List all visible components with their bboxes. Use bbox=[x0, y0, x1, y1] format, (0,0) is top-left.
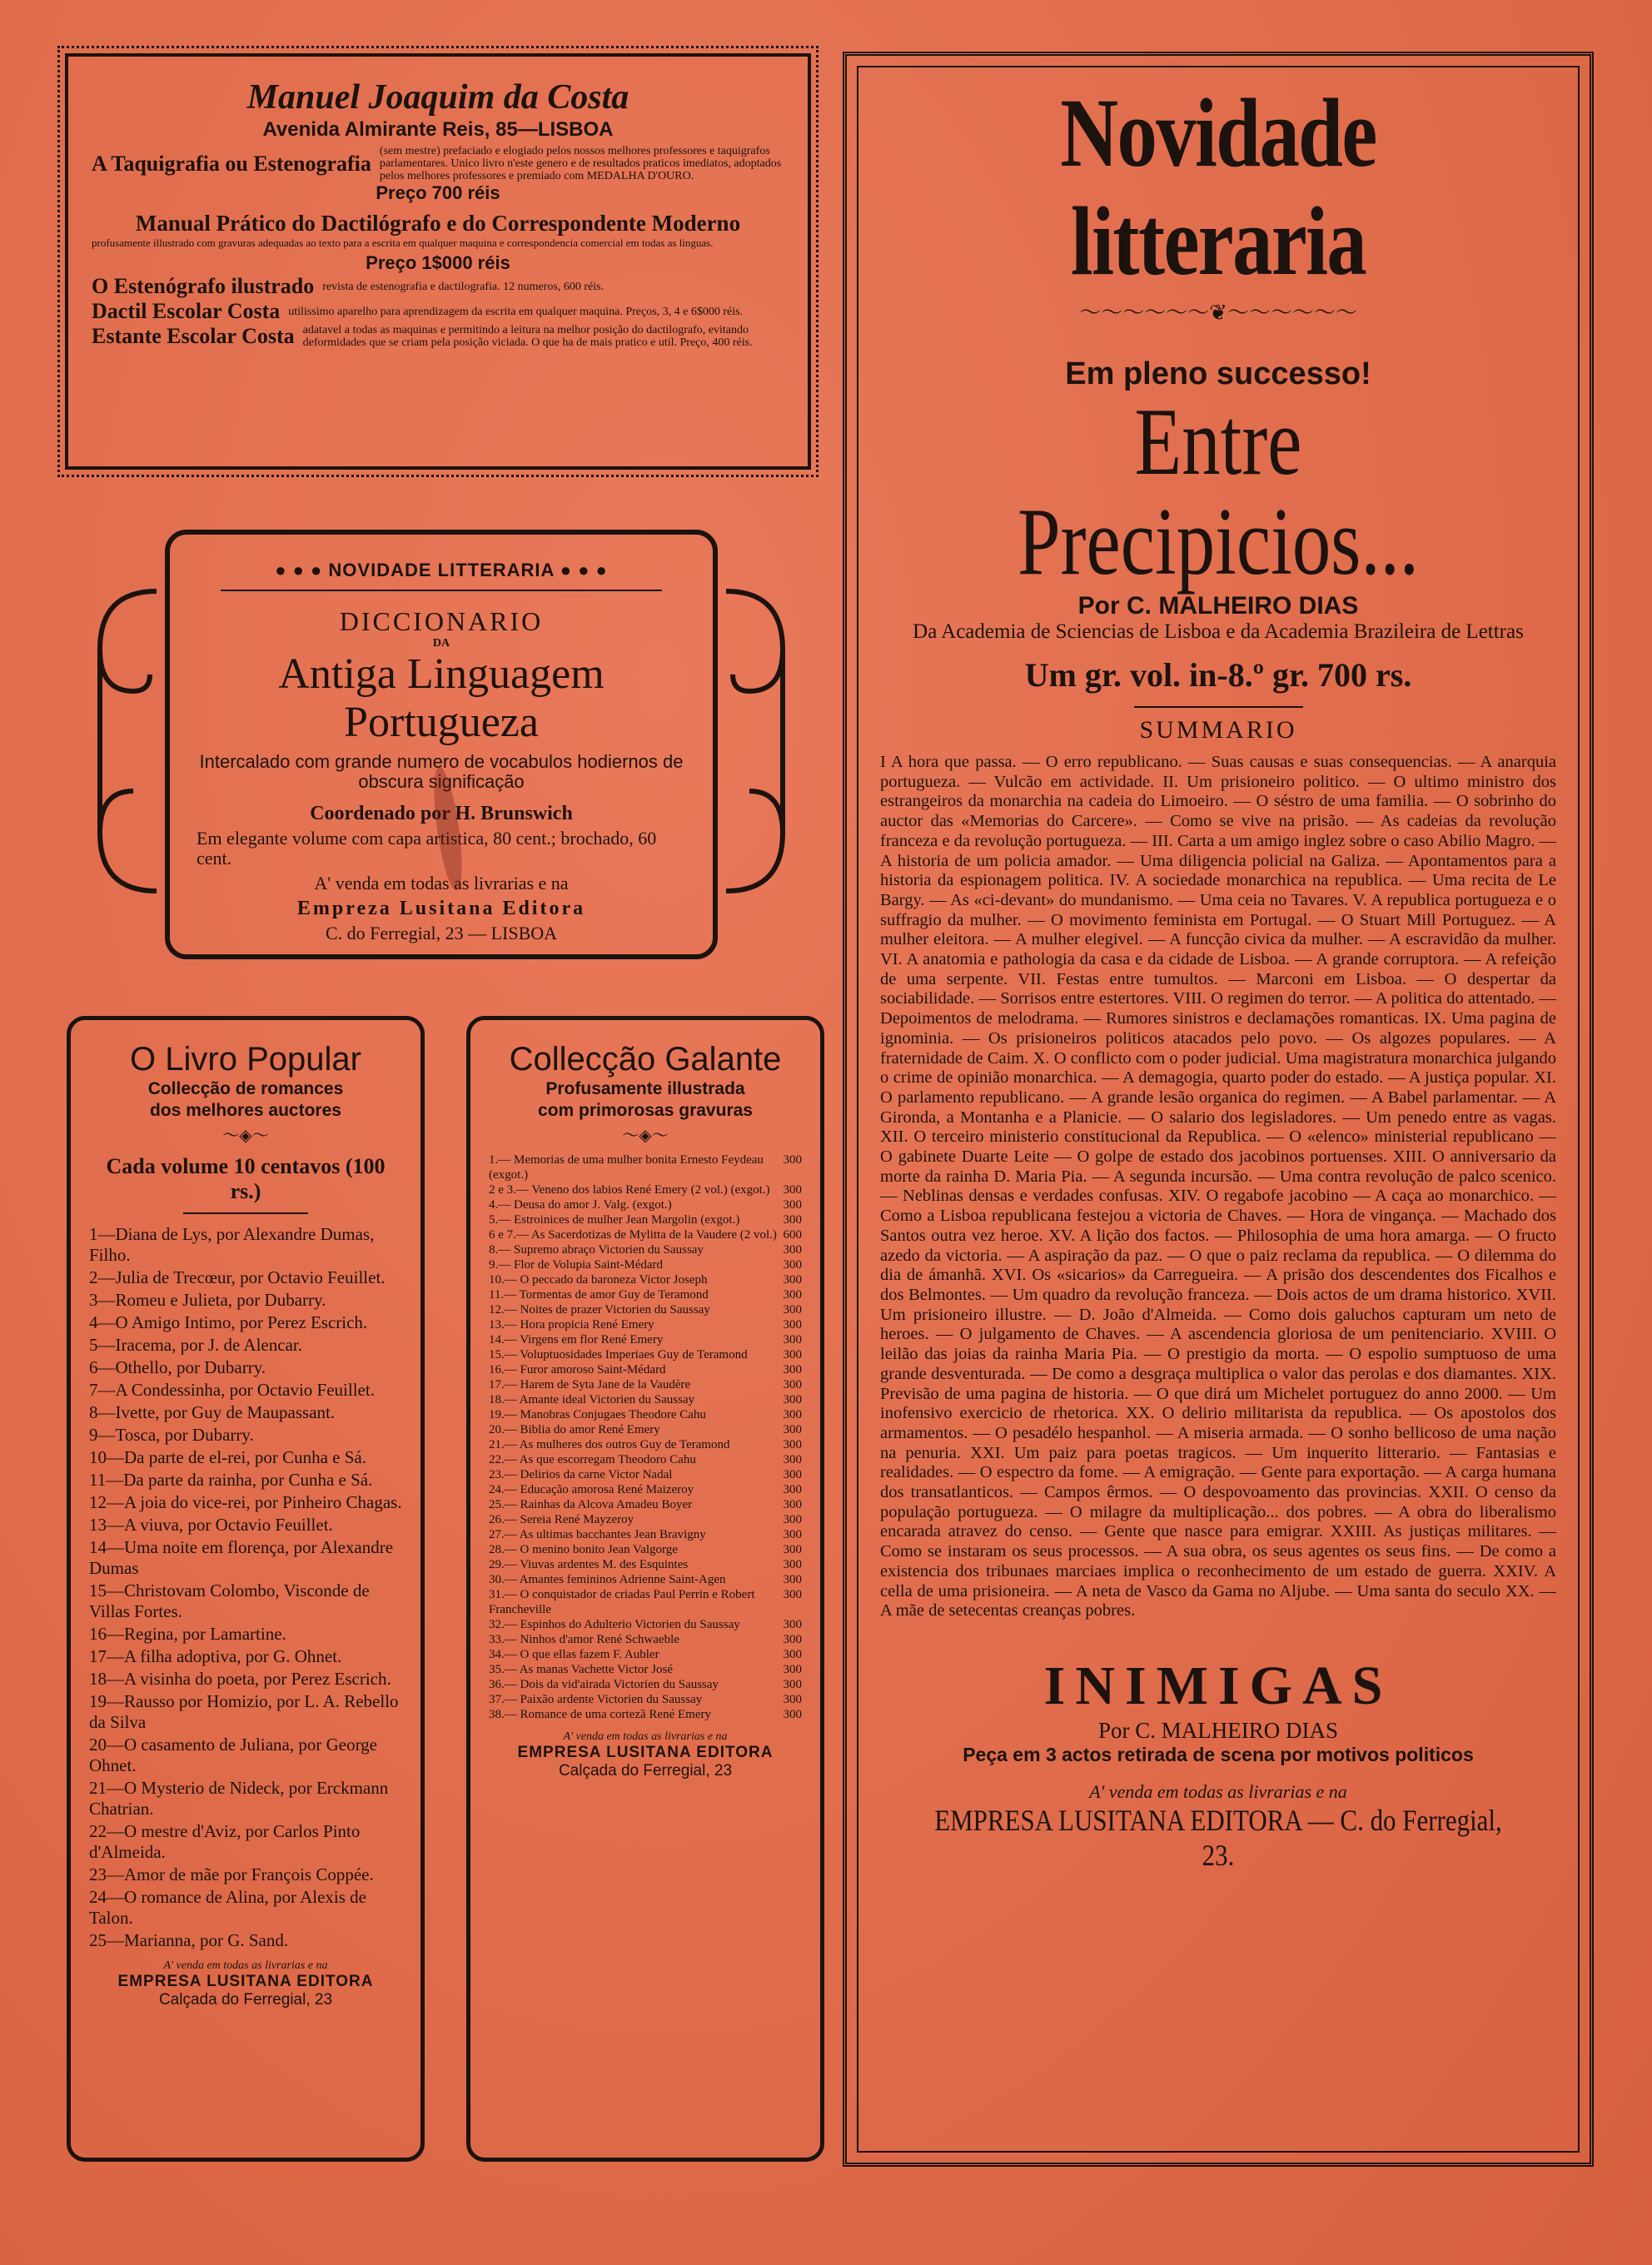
list-item: 12—A joia do vice-rei, por Pinheiro Chagas. bbox=[89, 1492, 402, 1512]
item-price: 300 bbox=[783, 1588, 802, 1601]
item-price: 300 bbox=[783, 1363, 802, 1376]
item-price: 300 bbox=[783, 1648, 802, 1661]
ad-edition: Em elegante volume com capa artistica, 80 cent.; brochado, 60 cent. bbox=[197, 828, 657, 869]
ad-title: DICCIONARIO bbox=[339, 606, 544, 636]
list-item: 4—O Amigo Intimo, por Perez Escrich. bbox=[89, 1312, 368, 1332]
list-item bbox=[489, 1467, 802, 1482]
item-title: 16.— Furor amoroso Saint-Médard bbox=[489, 1363, 666, 1376]
item-price: 300 bbox=[783, 1348, 802, 1361]
list-item: 9—Tosca, por Dubarry. bbox=[89, 1425, 254, 1445]
list-item: 15—Christovam Colombo, Visconde de Villas Fortes. bbox=[89, 1581, 370, 1621]
ad-address: Avenida Almirante Reis, 85—LISBOA bbox=[262, 118, 614, 141]
author-credentials: Da Academia de Sciencias de Lisboa e da Academia Brazileira de Lettras bbox=[913, 620, 1524, 643]
ad-subtitle: Antiga Linguagem Portugueza bbox=[278, 650, 605, 746]
play-description: Peça em 3 actos retirada de scena por motivos politicos bbox=[963, 1743, 1474, 1765]
item-title: 33.— Ninhos d'amor René Schwaeble bbox=[489, 1633, 679, 1646]
book-price: Um gr. vol. in-8.º gr. 700 rs. bbox=[1024, 656, 1412, 694]
item-price: 300 bbox=[783, 1408, 802, 1421]
item-text: utilissimo aparelho para aprendizagem da escrita em qualquer maquina. Preços, 3, 4 e 6$000 réis. bbox=[288, 305, 744, 318]
item-title: 13.— Hora propicia René Emery bbox=[489, 1318, 654, 1332]
summary-title: SUMMARIO bbox=[1139, 716, 1297, 744]
ad-diccionario bbox=[165, 530, 718, 959]
list-item bbox=[489, 1677, 802, 1692]
list-item: 13—A viuva, por Octavio Feuillet. bbox=[89, 1515, 333, 1535]
item-title: 4.— Deusa do amor J. Valg. (exgot.) bbox=[489, 1198, 672, 1212]
ornament: 〜◈〜 bbox=[222, 1127, 269, 1145]
list-item bbox=[489, 1647, 802, 1662]
list-item bbox=[489, 1227, 802, 1242]
ad-description: Intercalado com grande numero de vocabulos hodiernos de obscura significação bbox=[199, 751, 684, 792]
item-price: 300 bbox=[783, 1318, 802, 1332]
item-title: 21.— As mulheres dos outros Guy de Teramond bbox=[489, 1438, 730, 1451]
ad-coordinator: Coordenado por H. Brunswich bbox=[310, 803, 573, 824]
ad-sale: A' venda em todas as livrarias e na bbox=[314, 873, 569, 894]
list-item bbox=[489, 1392, 802, 1407]
list-item bbox=[489, 1422, 802, 1437]
item-title: 26.— Sereia René Mayzeroy bbox=[489, 1513, 634, 1526]
list-item bbox=[489, 1497, 802, 1512]
item-title: 11.— Tormentas de amor Guy de Teramond bbox=[489, 1288, 709, 1302]
publisher: EMPRESA LUSITANA EDITORA — C. do Ferregial, 23. bbox=[934, 1803, 1502, 1872]
ad-publisher: Empreza Lusitana Editora bbox=[296, 898, 586, 919]
list-item: 1—Diana de Lys, por Alexandre Dumas, Filho. bbox=[89, 1224, 375, 1265]
item-price: 300 bbox=[783, 1393, 802, 1406]
list-item bbox=[489, 1377, 802, 1392]
headline: Novidade litteraria bbox=[1060, 78, 1376, 296]
item-title: 25.— Rainhas da Alcova Amadeu Boyer bbox=[489, 1498, 693, 1511]
item-title: 23.— Delirios da carne Victor Nadal bbox=[489, 1468, 673, 1481]
ornament: 〜◈〜 bbox=[622, 1127, 669, 1145]
item-title: 34.— O que ellas fazem F. Aubler bbox=[489, 1648, 659, 1661]
item-price: 300 bbox=[783, 1513, 802, 1526]
item-title: 17.— Harem de Syta Jane de la Vaudère bbox=[489, 1378, 691, 1391]
item-price: 300 bbox=[783, 1693, 802, 1706]
list-subtitle: Collecção de romances bbox=[147, 1079, 344, 1098]
list-item bbox=[489, 1152, 802, 1182]
item-title: 10.— O peccado da baroneza Victor Joseph bbox=[489, 1273, 708, 1287]
item-price: 300 bbox=[783, 1528, 802, 1541]
ad-title-da: DA bbox=[432, 637, 450, 650]
list-item bbox=[489, 1332, 802, 1347]
sale-note: A' venda em todas as livrarias e na bbox=[1089, 1780, 1347, 1802]
list-item bbox=[489, 1347, 802, 1362]
item-title: 14.— Virgens em flor René Emery bbox=[489, 1333, 664, 1347]
item-price: 300 bbox=[783, 1558, 802, 1571]
item-title: 8.— Supremo abraço Victorien du Saussay bbox=[489, 1243, 704, 1257]
book-title: Entre Precipicios... bbox=[1018, 389, 1419, 595]
ad-publisher-address: C. do Ferregial, 23 — LISBOA bbox=[325, 923, 558, 943]
item-title: O Estenógrafo ilustrado bbox=[92, 274, 315, 298]
list-item bbox=[489, 1557, 802, 1572]
list-item bbox=[489, 1662, 802, 1677]
list-address: Calçada do Ferregial, 23 bbox=[158, 1991, 333, 2009]
item-price: 300 bbox=[783, 1453, 802, 1466]
item-price: Preço 700 réis bbox=[376, 182, 500, 203]
item-title: 29.— Viuvas ardentes M. des Esquintes bbox=[489, 1558, 689, 1571]
list-item bbox=[489, 1287, 802, 1302]
list-item bbox=[489, 1437, 802, 1452]
list-item: 21—O Mysterio de Nideck, por Erckmann Chatrian. bbox=[89, 1778, 389, 1819]
list-item bbox=[489, 1692, 802, 1707]
list-item bbox=[489, 1617, 802, 1632]
item-title: Estante Escolar Costa bbox=[92, 324, 295, 348]
ad-colleccao-galante bbox=[466, 1016, 824, 2162]
list-subtitle: Profusamente illustrada bbox=[545, 1079, 745, 1098]
item-title: 15.— Voluptuosidades Imperiaes Guy de Teramond bbox=[489, 1348, 748, 1361]
item-price: 300 bbox=[783, 1498, 802, 1511]
item-title: 22.— As que escorregam Theodoro Cahu bbox=[489, 1453, 696, 1466]
list-item bbox=[489, 1317, 802, 1332]
item-title: 24.— Educação amorosa René Maizeroy bbox=[489, 1483, 694, 1496]
item-price: 300 bbox=[783, 1678, 802, 1691]
header-text: NOVIDADE LITTERARIA bbox=[328, 560, 555, 580]
item-price: 300 bbox=[783, 1618, 802, 1631]
item-title: 12.— Noites de prazer Victorien du Saussay bbox=[489, 1303, 710, 1317]
list-item bbox=[489, 1512, 802, 1527]
item-price: Preço 1$000 réis bbox=[366, 252, 510, 273]
item-title: 27.— As ultimas bacchantes Jean Bravigny bbox=[489, 1528, 706, 1541]
play-title: INIMIGAS bbox=[1043, 1655, 1393, 1716]
item-price: 300 bbox=[783, 1183, 802, 1197]
ornament-right bbox=[724, 575, 791, 908]
item-price: 300 bbox=[783, 1258, 802, 1272]
ad-manuel-joaquim-da-costa bbox=[65, 53, 811, 470]
list-sale: A' venda em todas as livrarias e na bbox=[163, 1959, 328, 1972]
item-title: 5.— Estroinices de mulher Jean Margolin (exgot.) bbox=[489, 1213, 740, 1227]
item-title: 9.— Flor de Volupia Saint-Médard bbox=[489, 1258, 664, 1272]
list-item bbox=[489, 1407, 802, 1422]
item-title: 35.— As manas Vachette Victor José bbox=[489, 1663, 674, 1676]
list-item bbox=[489, 1197, 802, 1212]
item-price: 300 bbox=[783, 1663, 802, 1676]
item-title: 28.— O menino bonito Jean Valgorge bbox=[489, 1543, 678, 1556]
list-item bbox=[489, 1212, 802, 1227]
item-title: Dactil Escolar Costa bbox=[92, 299, 281, 323]
item-price: 300 bbox=[783, 1573, 802, 1586]
item-price: 300 bbox=[783, 1423, 802, 1436]
item-title: 2 e 3.— Veneno dos labios René Emery (2 vol.) (exgot.) bbox=[489, 1183, 770, 1197]
item-price: 300 bbox=[783, 1483, 802, 1496]
list-item: 10—Da parte de el-rei, por Cunha e Sá. bbox=[89, 1447, 366, 1467]
item-price: 300 bbox=[783, 1378, 802, 1391]
list-item: 23—Amor de mãe por François Coppée. bbox=[89, 1864, 374, 1884]
divider bbox=[183, 1212, 308, 1214]
ad-header: ● ● ● NOVIDADE LITTERARIA ● ● ● bbox=[275, 560, 608, 580]
item-price: 300 bbox=[783, 1633, 802, 1646]
list-item bbox=[489, 1182, 802, 1197]
list-subtitle: dos melhores auctores bbox=[150, 1101, 341, 1120]
list-item: 6—Othello, por Dubarry. bbox=[89, 1357, 266, 1377]
item-price: 300 bbox=[783, 1543, 802, 1556]
list-item: 5—Iracema, por J. de Alencar. bbox=[89, 1335, 302, 1355]
list-price: Cada volume 10 centavos (100 rs.) bbox=[106, 1154, 386, 1203]
item-text: adatavel a todas as maquinas e permitindo a leitura na melhor posição do dactilografo, evitando deformidades que se criam pela posição viciada. O que ha de mais pratico e util. Preço, 400 réis. bbox=[302, 324, 753, 349]
list-sale: A' venda em todas as livrarias e na bbox=[563, 1730, 728, 1743]
item-price: 300 bbox=[783, 1303, 802, 1317]
item-title: 37.— Paixão ardente Victorien du Saussay bbox=[489, 1693, 703, 1706]
item-price: 300 bbox=[783, 1198, 802, 1212]
list-publisher: EMPRESA LUSITANA EDITORA bbox=[117, 1973, 374, 1990]
item-title: Manual Prático do Dactilógrafo e do Correspondente Moderno bbox=[135, 211, 741, 236]
list-item bbox=[489, 1572, 802, 1587]
list-item: 8—Ivette, por Guy de Maupassant. bbox=[89, 1402, 336, 1422]
list-item bbox=[489, 1527, 802, 1542]
item-price: 300 bbox=[783, 1333, 802, 1347]
item-price: 300 bbox=[783, 1273, 802, 1287]
list-item: 25—Marianna, por G. Sand. bbox=[89, 1930, 289, 1950]
ad-livro-popular bbox=[67, 1016, 425, 2162]
item-text: revista de estenografia e dactilografia. 12 numeros, 600 réis. bbox=[322, 280, 605, 293]
list-item bbox=[489, 1587, 802, 1617]
subheadline: Em pleno successo! bbox=[1065, 356, 1371, 391]
item-title: 6 e 7.— As Sacerdotizas de Mylitta de la Vaudere (2 vol.) bbox=[489, 1228, 777, 1242]
item-title: 30.— Amantes femininos Adrienne Saint-Agen bbox=[489, 1573, 726, 1586]
list-item: 7—A Condessinha, por Octavio Feuillet. bbox=[89, 1380, 375, 1400]
list-item bbox=[489, 1242, 802, 1257]
item-title: 19.— Manobras Conjugaes Theodore Cahu bbox=[489, 1408, 706, 1421]
item-text: (sem mestre) prefaciado e elogiado pelos nossos melhores professores e taquigrafos parlamentares. Unico livro n'este genero e de resultados praticos imediatos, adoptados pelos melhores professores e premiado com MEDALHA D'OURO. bbox=[379, 145, 782, 182]
list-item bbox=[489, 1362, 802, 1377]
book-list bbox=[489, 1152, 802, 1722]
item-text: profusamente illustrado com gravuras adequadas ao texto para a escrita em qualquer maquina e correspondencia comercial em todas as linguas. bbox=[92, 236, 714, 249]
item-title: 38.— Romance de uma cortezã René Emery bbox=[489, 1708, 711, 1721]
item-price: 300 bbox=[783, 1213, 802, 1227]
list-item: 2—Julia de Trecœur, por Octavio Feuillet. bbox=[89, 1267, 386, 1287]
list-item bbox=[489, 1257, 802, 1272]
ornament-left bbox=[92, 575, 158, 908]
divider bbox=[1134, 706, 1303, 708]
book-list bbox=[89, 1224, 402, 1951]
book-author: Por C. MALHEIRO DIAS bbox=[1077, 592, 1359, 620]
summary-text: I A hora que passa. — O erro republicano. — Suas causas e suas consequencias. — A anarquia portugueza. — Vulcão em actividade. II. Um prisioneiro politico. — O ultimo ministro dos estrangeiros da monarchia na cadeia do Limoeiro. — O séstro de uma familia. — O sobrinho do auctor das «Memorias do Carcere». — Como se vive na prisão. — As cadeias da revolução franceza e da revolução portugueza. — III. Carta a um amigo inglez sobre o caso Abilio Magro. — A historia de um policia amador. — Uma diligencia policial na Galiza. — Apontamentos para a historia da espionagem politica. IV. A sociedade monarchica na republica. — Uma recita de Le Bargy. — As «ci-devant» do mundanismo. — Uma ceia no Tavares. V. A republica portugueza e o suffragio da mulher. — O movimento feminista em Portugal. — O Stuart Mill Portuguez. — A mulher eleitora. — A mulher elegivel. — A funcção civica da mulher. — A escravidão da mulher. VI. A anatomia e pathologia da casa e da cidade de Lisboa. — A grande corruptora. — A refeição de uma serpente. VII. Festas entre tumultos. — Marconi em Lisboa. — O despertar da sociabilidade. — Sorrisos entre estertores. VIII. O regimen do terror. — A politica do attentado. — Depoimentos de melodrama. — Rumores sinistros e declamações romanticas. IX. Uma pagina de ignominia. — Os prisioneiros politicos atacados pelo povo. — Os algozes populares. — A fraternidade de Caim. X. O conflicto com o poder judicial. Uma magistratura monarchica julgando o crime de opinião monarchica. — A demagogia, quarto poder do estado. — A justiça popular. XI. O parlamento republicano. — A grande lesão organica do regimen. — A Babel parlamentar. — A Gironda, a Montanha e a Planicie. — O salario dos legisladores. — Um penedo entre as vagas. XII. O terceiro ministerio constitucional da Republica. — O «elenco» ministerial republicano — O gabinete Duarte Leite — O golpe de estado dos jacobinos portuenses. XIII. O anniversario da morte da rainha D. Maria Pia. — A segunda incursão. — Uma contra revolução de palco scenico. — Neblinas densas e verdades confusas. XIV. O regabofe jacobino — A caça ao monarchico. — Como a Lisboa republicana festejou a victoria de Chaves. — Hora de vingança. — Machado dos Santos outra vez heroe. XV. A lição dos factos. — Philosophia de uma hora amarga. — O fructo azedo da victoria. — A aspiração da paz. — O que o paiz reclama da republica. — O dilemma do dia de ámanhã. XVI. Os «sicarios» da Carregueira. — A prisão dos descendentes dos Ficalhos e dos Belmontes. — Um quadro da revolução franceza. — Dois actos de um drama historico. XVII. Um prisioneiro illustre. — D. João d'Almeida. — Como dois galuchos capturam um neto de heroes. — O julgamento de Chaves. — A ascendencia gloriosa de um penitenciario. XVIII. O leilão das joias da rainha Maria Pia. — O prestigio da morta. — O espolio sumptuoso de uma grande desventurada. — De como a desgraça multiplica o valor das perolas e dos diamantes. XIX. Previsão de uma pagina de historia. — O que dirá um Michelet portuguez do anno 2000. — Um inofensivo exercicio de rhetorica. XX. O delirio militarista da republica. — Os apostolos dos armamentos. — O pesadélo hespanhol. — A miseria armada. — O sonho bellicoso de uma nação na penuria. XXI. Um paiz para poetas tragicos. — Um inquerito litterario. — Fantasias e realidades. — O espectro da fome. — A emigração. — Gente para exportação. — A carga humana dos transatlanticos. — Campos êrmos. — O despovoamento das provincias. XXII. O censo da população portugueza. — O milagre da multiplicação... dos pobres. — A obra do liberalismo encarada atravez do censo. — Gente que nasce para emigrar. XXIII. As justiças militares. — Como se instaram os seus processos. — A sua obra, os seus agentes os seus fins. — De como a existencia dos tribunaes marciaes implica o reconhecimento de um estado de guerra. XXIV. A cella de uma prisioneira. — A neta de Vasco da Gama no Aljube. — Uma santa do seculo XX. — A mãe de setecentas creanças pobres. bbox=[880, 753, 1556, 1620]
item-title: 1.— Memorias de uma mulher bonita Ernesto Feydeau (exgot.) bbox=[489, 1153, 764, 1182]
item-price: 300 bbox=[783, 1438, 802, 1451]
divider bbox=[221, 590, 661, 591]
list-item: 20—O casamento de Juliana, por George Ohnet. bbox=[89, 1735, 378, 1775]
list-item bbox=[489, 1452, 802, 1467]
list-item: 18—A visinha do poeta, por Perez Escrich. bbox=[89, 1669, 391, 1689]
list-item bbox=[489, 1542, 802, 1557]
list-item bbox=[489, 1272, 802, 1287]
list-address: Calçada do Ferregial, 23 bbox=[558, 1762, 733, 1780]
ornament: 〜〜〜〜〜〜❦〜〜〜〜〜〜 bbox=[1079, 301, 1357, 325]
item-title: 36.— Dois da vid'airada Victorien du Saussay bbox=[489, 1678, 719, 1691]
item-price: 300 bbox=[783, 1708, 802, 1721]
list-item: 3—Romeu e Julieta, por Dubarry. bbox=[89, 1290, 326, 1310]
item-title: A Taquigrafia ou Estenografia bbox=[92, 151, 371, 176]
list-item: 17—A filha adoptiva, por G. Ohnet. bbox=[89, 1646, 342, 1666]
item-price: 300 bbox=[783, 1243, 802, 1257]
item-title: 31.— O conquistador de criadas Paul Perrin e Robert Francheville bbox=[489, 1588, 755, 1616]
list-item: 11—Da parte da rainha, por Cunha e Sá. bbox=[89, 1470, 373, 1490]
list-item: 22—O mestre d'Aviz, por Carlos Pinto d'Almeida. bbox=[89, 1821, 361, 1862]
ad-heading: Manuel Joaquim da Costa bbox=[246, 78, 629, 117]
item-title: 32.— Espinhos do Adulterio Victorien du Saussay bbox=[489, 1618, 740, 1631]
item-price: 600 bbox=[783, 1228, 802, 1242]
item-price: 300 bbox=[783, 1153, 802, 1167]
list-item bbox=[489, 1482, 802, 1497]
item-price: 300 bbox=[783, 1288, 802, 1302]
play-author: Por C. MALHEIRO DIAS bbox=[1097, 1717, 1338, 1743]
list-item: 16—Regina, por Lamartine. bbox=[89, 1624, 286, 1644]
list-publisher: EMPRESA LUSITANA EDITORA bbox=[517, 1744, 774, 1761]
list-item bbox=[489, 1302, 802, 1317]
list-subtitle: com primorosas gravuras bbox=[538, 1101, 753, 1120]
list-item: 24—O romance de Alina, por Alexis de Talon. bbox=[89, 1887, 367, 1928]
ad-entre-precipicios bbox=[843, 52, 1594, 2167]
item-title: 20.— Biblia do amor René Emery bbox=[489, 1423, 660, 1436]
list-item bbox=[489, 1632, 802, 1647]
item-title: 18.— Amante ideal Victorien du Saussay bbox=[489, 1393, 695, 1406]
list-title: O Livro Popular bbox=[130, 1041, 361, 1078]
list-title: Collecção Galante bbox=[509, 1041, 782, 1078]
item-price: 300 bbox=[783, 1468, 802, 1481]
list-item bbox=[489, 1707, 802, 1722]
list-item: 14—Uma noite em florença, por Alexandre Dumas bbox=[89, 1537, 394, 1578]
list-item: 19—Rausso por Homizio, por L. A. Rebello da Silva bbox=[89, 1691, 399, 1732]
